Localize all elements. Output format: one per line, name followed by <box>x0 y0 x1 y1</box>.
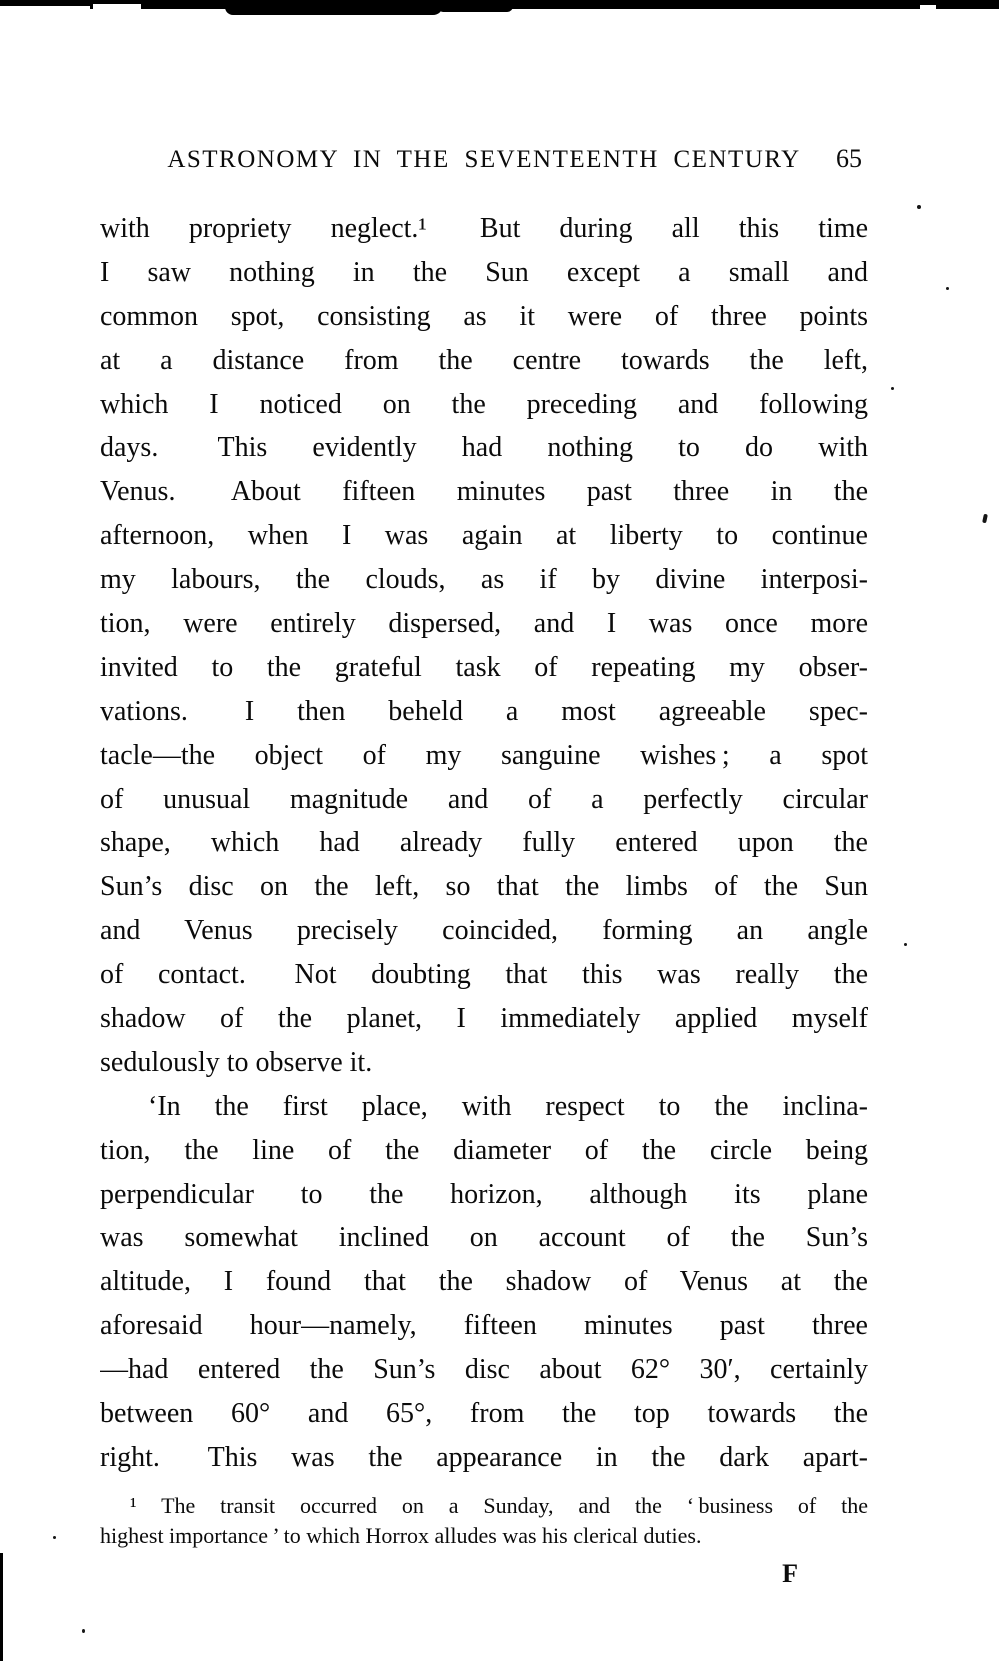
body-line: common spot, consisting as it were of three points <box>100 300 868 332</box>
body-line: afternoon, when I was again at liberty to continue <box>100 520 868 552</box>
body-line: Sun’s disc on the left, so that the limbs of the Sun <box>100 871 868 903</box>
scan-speck <box>946 287 949 290</box>
body-line: between 60° and 65°, from the top towards the <box>100 1398 868 1430</box>
scan-edge-line <box>0 1553 3 1661</box>
scan-speck <box>982 514 988 524</box>
scan-speck <box>53 1536 56 1539</box>
body-line: Venus. About fifteen minutes past three in the <box>100 476 868 508</box>
body-line: shadow of the planet, I immediately applied myself <box>100 1003 868 1035</box>
page-number: 65 <box>836 144 862 173</box>
body-line: aforesaid hour—namely, fifteen minutes past three <box>100 1310 868 1342</box>
body-line: and Venus precisely coincided, forming an angle <box>100 915 868 947</box>
body-line: of unusual magnitude and of a perfectly circular <box>100 783 868 815</box>
body-line: right. This was the appearance in the dark apart- <box>100 1441 868 1473</box>
running-head <box>100 146 868 174</box>
body-line: altitude, I found that the shadow of Venus at the <box>100 1266 868 1298</box>
scan-speck <box>82 1629 85 1633</box>
scan-band-notch <box>920 5 936 10</box>
body-line: ‘In the first place, with respect to the inclina- <box>148 1090 868 1122</box>
body-line: tacle—the object of my sanguine wishes ; a spot <box>100 739 868 771</box>
footnote-line: ¹ The transit occurred on a Sunday, and the ‘ business of the <box>130 1493 868 1518</box>
footnote <box>100 1491 868 1551</box>
body-text <box>100 207 868 1480</box>
scan-band-blob <box>225 0 443 15</box>
scan-band-notch <box>0 6 90 10</box>
scan-speck <box>904 943 907 946</box>
scan-band-notch <box>93 4 141 10</box>
body-line: shape, which had already fully entered upon the <box>100 827 868 859</box>
body-line: of contact. Not doubting that this was really the <box>100 959 868 991</box>
body-line: —had entered the Sun’s disc about 62° 30′, certainly <box>100 1354 868 1386</box>
body-line: my labours, the clouds, as if by divine interposi- <box>100 564 868 596</box>
body-line: tion, the line of the diameter of the circle being <box>100 1134 868 1166</box>
signature-mark: F <box>782 1559 798 1588</box>
body-line: at a distance from the centre towards the left, <box>100 344 868 376</box>
body-line: with propriety neglect.¹ But during all this time <box>100 213 868 244</box>
body-line: invited to the grateful task of repeating my obser- <box>100 651 868 683</box>
body-line: was somewhat inclined on account of the Sun’s <box>100 1222 868 1254</box>
body-line: which I noticed on the preceding and following <box>100 388 868 420</box>
body-line: sedulously to observe it. <box>100 1046 373 1078</box>
body-line: I saw nothing in the Sun except a small and <box>100 256 868 288</box>
scan-band-blob <box>438 0 513 12</box>
footnote-line: highest importance ’ to which Horrox alludes was his clerical duties. <box>100 1523 702 1548</box>
scan-speck <box>891 387 894 390</box>
body-line: vations. I then beheld a most agreeable spec- <box>100 695 868 727</box>
scan-speck <box>917 205 921 209</box>
body-line: days. This evidently had nothing to do with <box>100 432 868 464</box>
body-line: tion, were entirely dispersed, and I was once more <box>100 608 868 640</box>
body-line: perpendicular to the horizon, although its plane <box>100 1178 868 1210</box>
running-head-title: ASTRONOMY IN THE SEVENTEENTH CENTURY <box>167 146 801 173</box>
